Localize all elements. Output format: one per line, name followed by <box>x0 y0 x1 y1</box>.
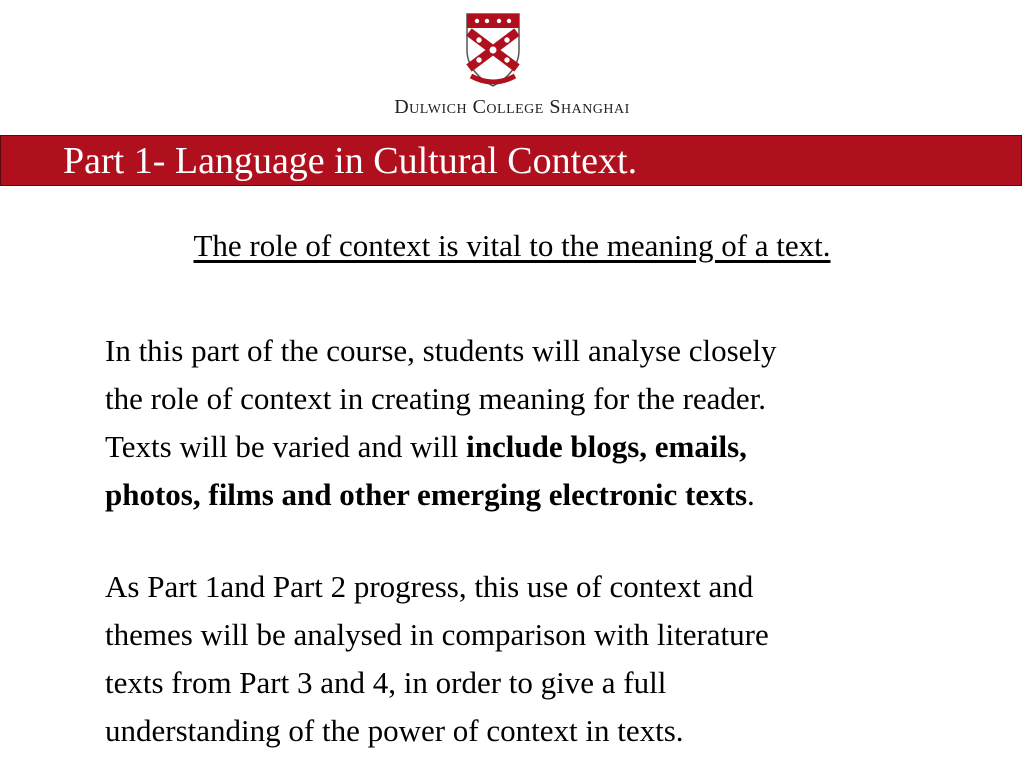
paragraph-1-line-2: the role of context in creating meaning for the reader. <box>105 381 767 416</box>
paragraph-1-line-4 <box>105 471 1005 519</box>
paragraph-2-line-2: themes will be analysed in comparison with literature <box>105 617 769 652</box>
paragraph-1-line-3-bold: include blogs, emails, <box>466 429 747 464</box>
title-bar <box>0 135 1022 186</box>
school-name: Dulwich College Shanghai <box>394 96 630 118</box>
school-crest-logo <box>461 10 525 90</box>
paragraph-2 <box>105 563 1005 755</box>
paragraph-1-line-4-bold: photos, films and other emerging electronic texts <box>105 477 748 512</box>
paragraph-1 <box>105 327 1005 519</box>
paragraph-1-line-3 <box>105 423 1005 471</box>
paragraph-1-line-1: In this part of the course, students will analyse closely <box>105 333 777 368</box>
paragraph-2-line-4: understanding of the power of context in texts. <box>105 713 684 748</box>
paragraph-2-line-3: texts from Part 3 and 4, in order to give a full <box>105 665 667 700</box>
paragraph-2-line-1: As Part 1and Part 2 progress, this use of context and <box>105 569 754 604</box>
paragraph-1-line-4-end: . <box>747 477 755 512</box>
slide-subtitle: The role of context is vital to the meaning of a text. <box>193 228 831 263</box>
paragraph-1-line-3-plain: Texts will be varied and will <box>105 429 467 464</box>
slide-title: Part 1- Language in Cultural Context. <box>63 140 638 182</box>
